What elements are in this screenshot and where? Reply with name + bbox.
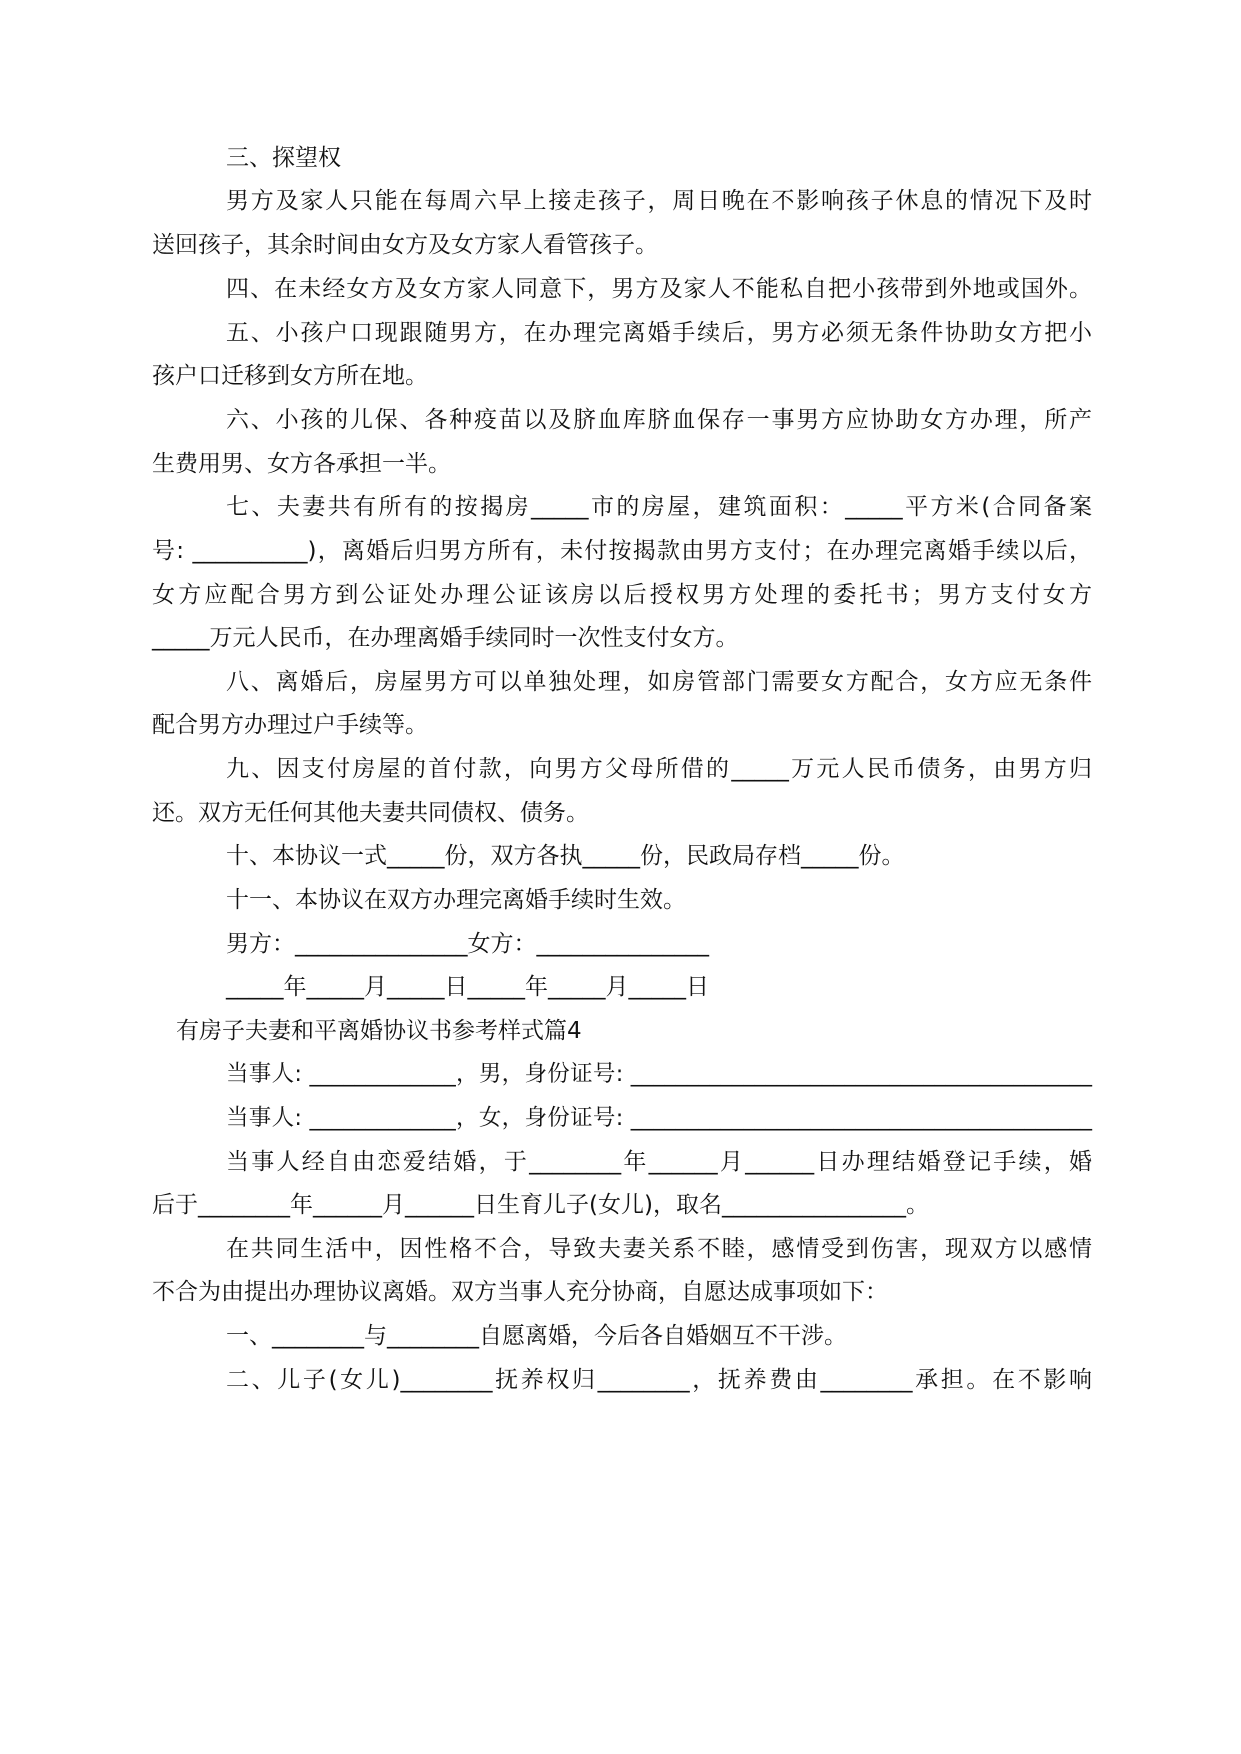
date-line: _____年_____月_____日_____年_____月_____日 (226, 974, 709, 1000)
paragraph-line: 在共同生活中，因性格不合，导致夫妻关系不睦，感情受到伤害，现双方以感情 (226, 1236, 1092, 1262)
paragraph-line: 九、因支付房屋的首付款，向男方父母所借的_____万元人民币债务，由男方归 (226, 756, 1092, 782)
paragraph-line: 生费用男、女方各承担一半。 (152, 451, 451, 477)
paragraph-line: 一、________与________自愿离婚，今后各自婚姻互不干涉。 (226, 1323, 847, 1349)
section-heading-visitation: 三、探望权 (226, 145, 341, 171)
paragraph-line: 还。双方无任何其他夫妻共同债权、债务。 (152, 800, 589, 826)
paragraph-line: 七、夫妻共有所有的按揭房_____市的房屋，建筑面积：_____平方米(合同备案 (226, 494, 1092, 520)
paragraph-line: 四、在未经女方及女方家人同意下，男方及家人不能私自把小孩带到外地或国外。 (226, 276, 1092, 302)
paragraph-line: _____万元人民币，在办理离婚手续同时一次性支付女方。 (152, 625, 739, 651)
party-line: 当事人: _____________，女，身份证号: _________________________________________ (226, 1105, 1092, 1131)
paragraph-line: 六、小孩的儿保、各种疫苗以及脐血库脐血保存一事男方应协助女方办理，所产 (226, 407, 1092, 433)
paragraph-line: 八、离婚后，房屋男方可以单独处理，如房管部门需要女方配合，女方应无条件 (226, 669, 1092, 695)
signature-line: 男方：_______________女方：_______________ (226, 931, 709, 957)
paragraph-line: 五、小孩户口现跟随男方，在办理完离婚手续后，男方必须无条件协助女方把小 (226, 320, 1092, 346)
paragraph-line: 二、儿子(女儿)________抚养权归________，抚养费由________承担。在不影响 (226, 1367, 1092, 1393)
paragraph-line: 女方应配合男方到公证处办理公证该房以后授权男方处理的委托书；男方支付女方 (152, 582, 1092, 608)
paragraph-line: 号: __________)，离婚后归男方所有，未付按揭款由男方支付；在办理完离婚手续以后， (152, 538, 1092, 564)
paragraph-line: 配合男方办理过户手续等。 (152, 712, 428, 738)
paragraph-line: 男方及家人只能在每周六早上接走孩子，周日晚在不影响孩子休息的情况下及时 (226, 188, 1092, 214)
paragraph-line: 不合为由提出办理协议离婚。双方当事人充分协商，自愿达成事项如下： (152, 1279, 888, 1305)
paragraph-line: 十一、本协议在双方办理完离婚手续时生效。 (226, 887, 686, 913)
paragraph-line: 十、本协议一式_____份，双方各执_____份，民政局存档_____份。 (226, 843, 905, 869)
party-line: 当事人: _____________，男，身份证号: _________________________________________ (226, 1061, 1092, 1087)
paragraph-line: 后于________年______月______日生育儿子(女儿)，取名________________。 (152, 1192, 929, 1218)
paragraph-line: 当事人经自由恋爱结婚，于________年______月______日办理结婚登记手续，婚 (226, 1149, 1092, 1175)
paragraph-line: 孩户口迁移到女方所在地。 (152, 363, 428, 389)
section-title: 有房子夫妻和平离婚协议书参考样式篇4 (176, 1018, 582, 1044)
paragraph-line: 送回孩子，其余时间由女方及女方家人看管孩子。 (152, 232, 658, 258)
